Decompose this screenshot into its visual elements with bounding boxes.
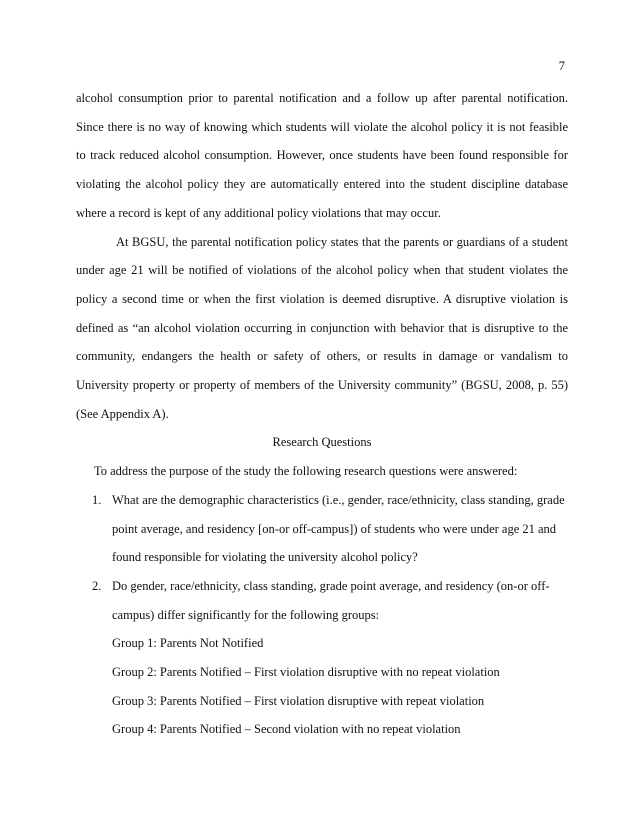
research-questions-intro: To address the purpose of the study the following research questions were answered: — [94, 464, 518, 479]
group-item-4: Group 4: Parents Notified – Second violation with no repeat violation — [112, 722, 461, 737]
research-question-1 — [76, 486, 568, 572]
paragraph-alcohol-consumption: alcohol consumption prior to parental notification and a follow up after parental notification. Since there is no way of knowing which students will violate the alcohol policy it is not feasible to track reduced alcohol consumption. However, once students have been found responsible for violating the alcohol policy they are automatically entered into the student discipline database where a record is kept of any additional policy violations that may occur. — [76, 91, 568, 220]
question-number: 2. — [92, 578, 102, 593]
comparison-groups-list — [76, 629, 568, 744]
group-item-3: Group 3: Parents Notified – First violation disruptive with repeat violation — [112, 693, 485, 708]
paragraph-bgsu-policy: At BGSU, the parental notification policy states that the parents or guardians of a student under age 21 will be notified of violations of the alcohol policy when that student violates the policy a second time or when the first violation is deemed disruptive. A disruptive violation is defined as “an alcohol violation occurring in conjunction with behavior that is disruptive to the community, endangers the health or safety of others, or results in damage or vandalism to University property or property of members of the University community” (BGSU, 2008, p. 55) (See Appendix A). — [76, 234, 568, 421]
research-question-2 — [76, 572, 568, 629]
document-body — [76, 84, 568, 744]
group-item-2: Group 2: Parents Notified – First violation disruptive with no repeat violation — [112, 665, 500, 680]
question-text: What are the demographic characteristics (i.e., gender, race/ethnicity, class standing, grade point average, and residency [on-or off-campus]) of students who were under age 21 and found responsible for violating the university alcohol policy? — [112, 492, 565, 565]
research-questions-list — [76, 486, 568, 630]
question-number: 1. — [92, 492, 102, 507]
page-number: 7 — [558, 59, 565, 73]
section-heading-research-questions: Research Questions — [272, 435, 372, 450]
group-item-1: Group 1: Parents Not Notified — [112, 636, 264, 651]
question-text: Do gender, race/ethnicity, class standing, grade point average, and residency (on-or off-campus) differ significantly for the following groups: — [112, 578, 550, 622]
